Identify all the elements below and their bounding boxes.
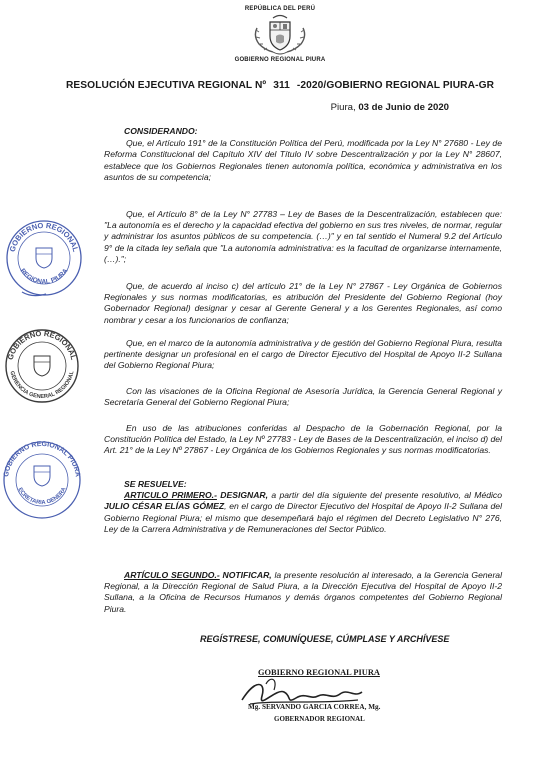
resolution-date (331, 102, 449, 113)
signer-role: GOBERNADOR REGIONAL (274, 715, 365, 723)
seal-3-bottom-text: ECRETARIA GENERA (16, 486, 68, 507)
resolution-number: 311 (273, 80, 290, 91)
considerando-block-2 (104, 209, 502, 276)
seal-regional-icon (2, 214, 84, 298)
signer-name: Mg. SERVANDO GARCIA CORREA, Mg. (248, 703, 381, 711)
republic-label: REPÚBLICA DEL PERÚ (244, 6, 316, 12)
considerando-block-4 (104, 338, 502, 372)
considerando-block-3 (104, 281, 502, 326)
seal-gerencia-icon (2, 326, 82, 406)
considerando-paragraph-2: Que, el Artículo 8° de la Ley N° 27783 – Ley de Bases de la Descentralización, establecen que: "La autonomía es el derecho y la capacidad efectiva del gobierno en sus tres niveles, de normar, regular y administrar los asuntos públicos de su competencia. (…)" y en tal sentido el Numeral 9.2 del Artículo 9° de la citada ley señala que "La autonomía administrativa: es la facultad de organizarse internamente, (…)."; (104, 209, 502, 264)
seal-2-top-text: GOBIERNO REGIONAL (5, 328, 79, 361)
considerando-paragraph-4: Que, en el marco de la autonomía administrativa y de gestión del Gobierno Regional Piura, resulta pertinente designar un profesional en el cargo de Director Ejecutivo del Hospital de Apoyo II-2 Sullana del Gobierno Regional Piura; (104, 338, 502, 371)
closing-block (104, 634, 502, 645)
resolution-title (0, 80, 560, 91)
article-one-text-a: a partir del día siguiente del presente resolutivo, al Médico (268, 490, 503, 501)
seal-1-top-text: GOBIERNO REGIONAL (7, 220, 81, 253)
article-two-block (104, 570, 502, 615)
closing-formula: REGÍSTRESE, COMUNÍQUESE, CÚMPLASE Y ARCHÍVESE (200, 634, 450, 644)
article-one (104, 490, 502, 535)
date-value: 03 de Junio de 2020 (358, 102, 449, 113)
article-two-label: ARTÍCULO SEGUNDO.- (124, 570, 220, 580)
considerando-section (104, 126, 502, 192)
signature-stamp-title: GOBIERNO REGIONAL PIURA (258, 668, 380, 677)
seal-3-top-text: GOBIERNO REGIONAL PIURA (3, 440, 81, 478)
considerando-paragraph-6: En uso de las atribuciones conferidas al Despacho de la Gobernación Regional, por la Constitución Política del Estado, la Ley Nº 27783 - Ley de Bases de la Descentralización, el inciso d) del Art. 21° de la Ley Nº 27867 - Ley Orgánica de los Gobiernos Regionales y sus normas modificatorias. (104, 423, 502, 456)
document-header (0, 6, 560, 63)
considerando-paragraph-1: Que, el Artículo 191° de la Constitución Política del Perú, modificada por la Ley N° 27680 - Ley de Reforma Constitucional del Capítulo XIV del Título IV sobre Descentralización y por la Ley N° 28607, establece que los Gobiernos Regionales tienen autonomía política, económica y administrativa en los asuntos de su competencia; (104, 138, 502, 182)
designee-name: JULIO CÉSAR ELÍAS GÓMEZ (104, 501, 225, 512)
svg-text:GERENCIA GENERAL REGIONAL (8, 370, 75, 400)
resuelve-section (104, 479, 502, 535)
considerando-paragraph-5: Con las visaciones de la Oficina Regional de Asesoría Jurídica, la Gerencia General Regional y Secretaría General del Gobierno Regional Piura; (104, 386, 502, 408)
considerando-heading: CONSIDERANDO: (124, 126, 198, 136)
article-one-text-b: , en el cargo de Director Ejecutivo del Hospital de Apoyo II-2 Sullana del Gobierno Regional Piura; el mismo que desempeñará bajo el régimen del Decreto Legislativo N° 276, Ley de la Carrera Administrativa y de Remuneraciones del Sector Público. (104, 501, 502, 534)
article-two-verb: NOTIFICAR, (222, 570, 272, 580)
date-place: Piura, (330, 102, 356, 113)
considerando-block-6 (104, 423, 502, 457)
resolution-prefix: RESOLUCIÓN EJECUTIVA REGIONAL Nº (65, 80, 267, 91)
signature-block (236, 664, 406, 754)
article-two (104, 570, 502, 615)
seal-2-bottom-text: GERENCIA GENERAL REGIONAL (8, 370, 76, 401)
article-two-text: la presente resolución al interesado, a la Gerencia General Regional, a la Dirección Regional de Salud Piura, a la Dirección Ejecutiva del Hospital de Apoyo II-2 Sullana, a la Oficina de Recursos Humanos y demás órganos competentes del Gobierno Regional Piura. (104, 570, 502, 614)
article-one-verb: DESIGNAR, (220, 490, 269, 501)
resuelve-heading: SE RESUELVE: (124, 479, 187, 489)
considerando-block-5 (104, 386, 502, 408)
regional-government-label: GOBIERNO REGIONAL PIURA (234, 57, 326, 63)
seal-secretaria-icon (0, 440, 84, 520)
seal-1-bottom-text: REGIONAL PIURA (18, 267, 70, 286)
considerando-paragraph-3: Que, de acuerdo al inciso c) del artículo 21° de la Ley N° 27867 - Ley Orgánica de Gobiernos Regionales y sus normas modificatorias, es atribución del Presidente del Gobierno Regional (hoy Gobernador Regional) designar y cesar al Gerente General y a los Gerentes Regionales, así como nombrar y cesar a los funcionarios de confianza; (104, 281, 502, 325)
svg-text:REGIONAL PIURA (19, 267, 70, 285)
coat-of-arms-icon (251, 14, 309, 56)
resolution-suffix: -2020/GOBIERNO REGIONAL PIURA-GR (296, 80, 495, 91)
article-one-label: ARTICULO PRIMERO.- (124, 490, 217, 501)
